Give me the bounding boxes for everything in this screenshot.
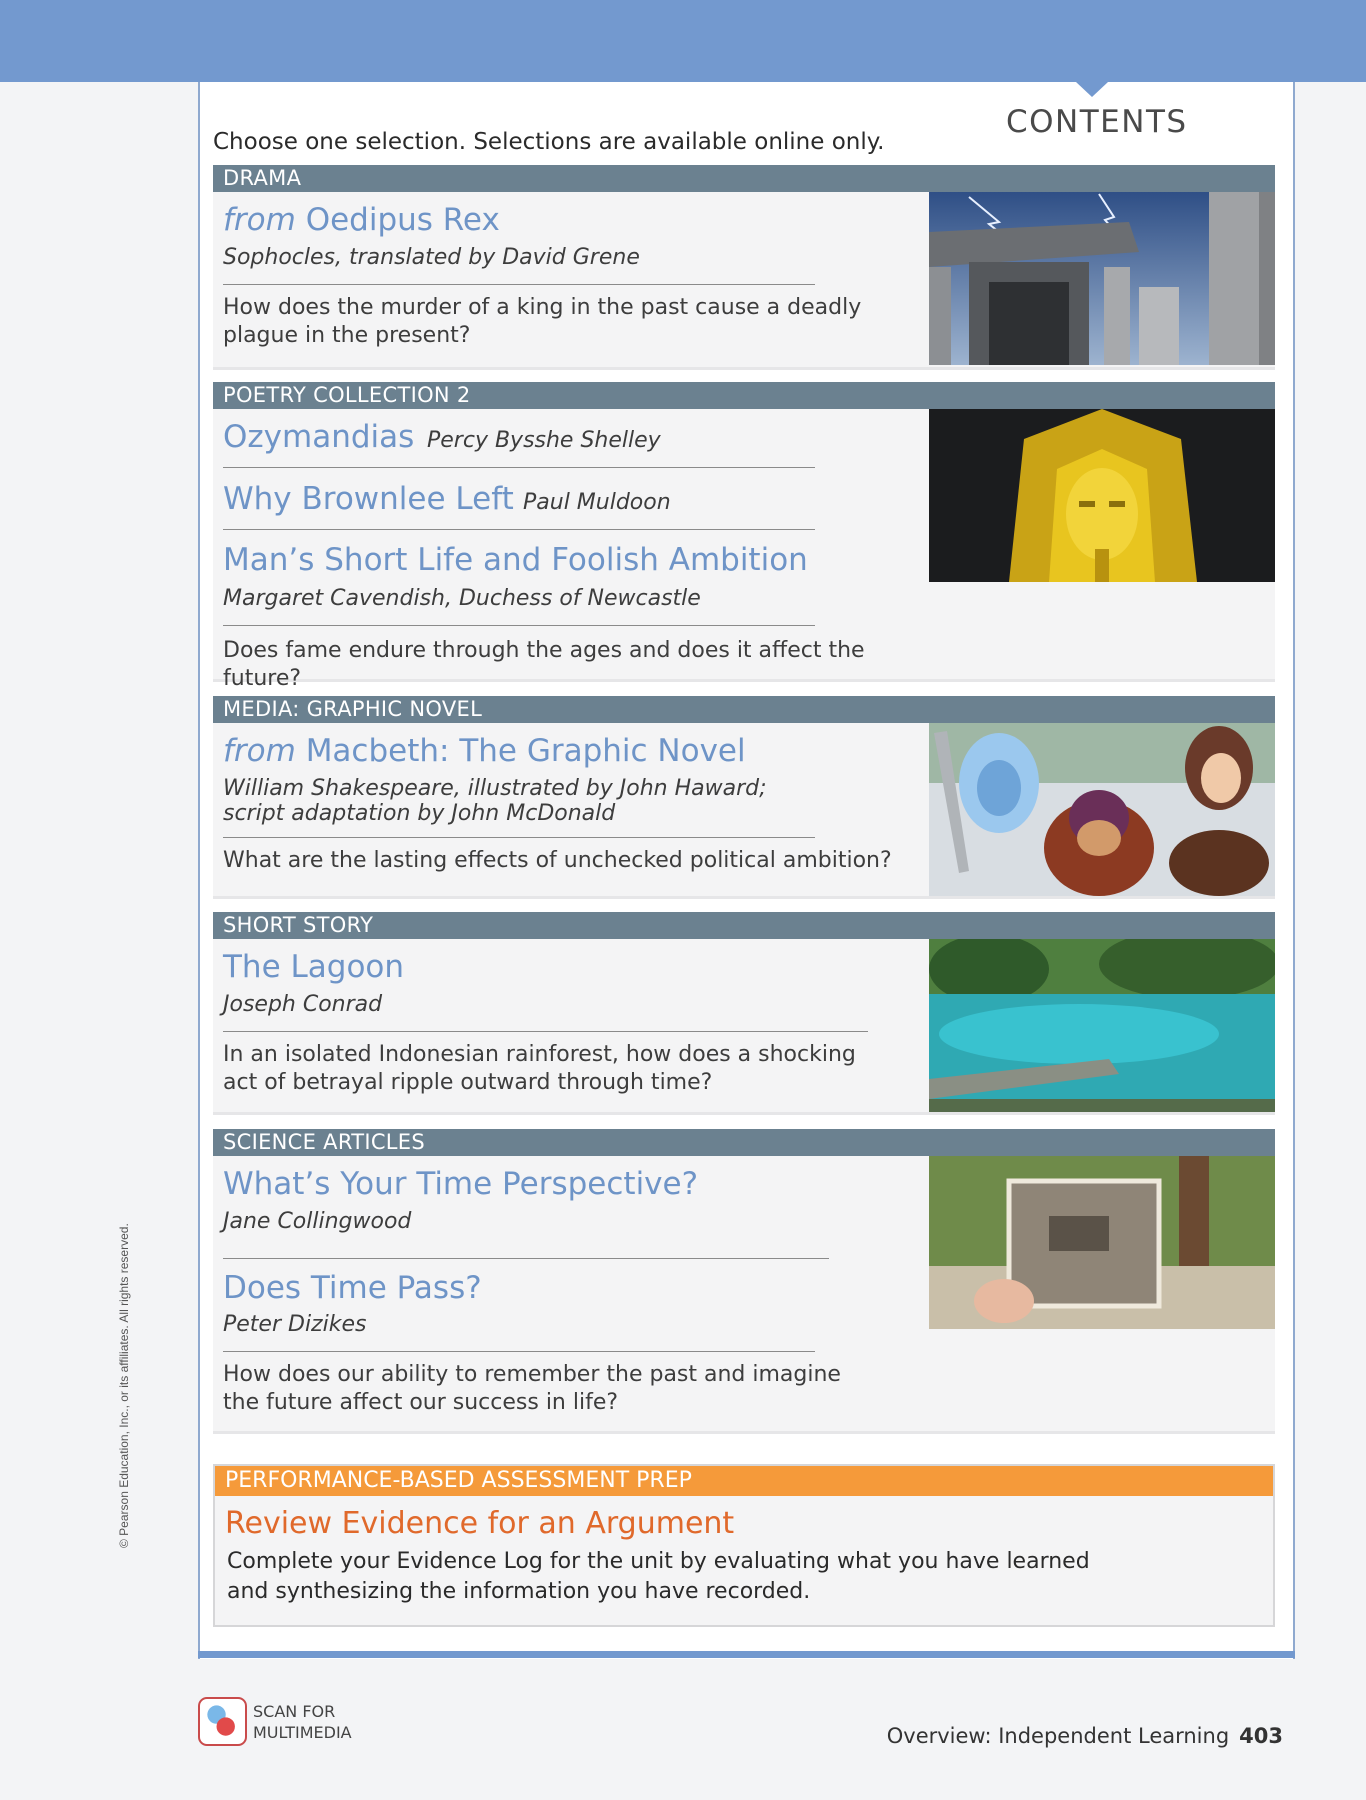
selection-author-line-2: script adaptation by John McDonald	[223, 801, 616, 826]
essential-question: Does fame endure through the ages and does it affect the future?	[223, 638, 865, 691]
section-label: SHORT STORY	[213, 912, 1275, 939]
essential-question: How does the murder of a king in the past cause a deadly plague in the present?	[223, 295, 862, 348]
from-prefix: from	[223, 202, 296, 238]
scan-line-1: SCAN FOR	[253, 1702, 336, 1721]
ruins-lightning-image	[929, 192, 1275, 365]
lagoon-rainforest-image	[929, 939, 1275, 1112]
selection-title-oedipus-rex[interactable]	[223, 202, 500, 238]
page-footer	[887, 1724, 1283, 1748]
selection-author-line-1: William Shakespeare, illustrated by John Haward;	[223, 776, 767, 801]
scan-line-2: MULTIMEDIA	[253, 1723, 352, 1742]
scan-for-multimedia-label	[253, 1701, 352, 1743]
selection-author: Percy Bysshe Shelley	[427, 428, 661, 453]
divider	[223, 837, 815, 838]
divider	[223, 1031, 868, 1032]
section-graphic-novel	[213, 696, 1275, 899]
scan-logo-glyph	[200, 1699, 245, 1744]
divider	[223, 625, 815, 626]
selection-title-time-perspective[interactable]: What’s Your Time Perspective?	[223, 1166, 699, 1202]
selection-title-does-time-pass[interactable]: Does Time Pass?	[223, 1270, 482, 1306]
panel-bottom-rule	[198, 1651, 1295, 1658]
divider	[223, 529, 815, 530]
divider	[223, 1258, 829, 1259]
title-text: Oedipus Rex	[305, 202, 500, 238]
essential-question: What are the lasting effects of unchecked political ambition?	[223, 848, 892, 873]
assessment-title[interactable]: Review Evidence for an Argument	[225, 1506, 735, 1541]
section-science-articles	[213, 1129, 1275, 1434]
selection-author: Paul Muldoon	[523, 490, 671, 515]
old-photo-in-hand-image	[929, 1156, 1275, 1329]
contents-notch-marker	[1076, 82, 1108, 97]
section-label: MEDIA: GRAPHIC NOVEL	[213, 696, 1275, 723]
selection-title-why-brownlee-left[interactable]: Why Brownlee Left	[223, 481, 514, 517]
section-label: DRAMA	[213, 165, 1275, 192]
performance-assessment-box	[213, 1464, 1275, 1627]
divider	[223, 284, 815, 285]
copyright-notice: © Pearson Education, Inc., or its affiliates. All rights reserved.	[117, 1223, 131, 1548]
top-banner	[0, 0, 1366, 82]
scan-multimedia-icon[interactable]	[198, 1697, 247, 1746]
pharaoh-statue-image	[929, 409, 1275, 582]
page-number: 403	[1239, 1724, 1283, 1748]
section-short-story	[213, 912, 1275, 1115]
title-text: Macbeth: The Graphic Novel	[305, 733, 746, 769]
selection-title-the-lagoon[interactable]: The Lagoon	[223, 949, 405, 985]
selection-author: Peter Dizikes	[223, 1312, 367, 1337]
from-prefix: from	[223, 733, 296, 769]
section-label: SCIENCE ARTICLES	[213, 1129, 1275, 1156]
section-poetry-collection	[213, 382, 1275, 691]
essential-question: How does our ability to remember the past and imagine the future affect our success in life?	[223, 1362, 841, 1415]
instructions-text: Choose one selection. Selections are available online only.	[213, 129, 885, 155]
contents-title: CONTENTS	[1006, 104, 1188, 140]
selection-author: Jane Collingwood	[223, 1209, 412, 1234]
macbeth-comic-illustration	[929, 723, 1275, 896]
essential-question: In an isolated Indonesian rainforest, how does a shocking act of betrayal ripple outward through time?	[223, 1042, 856, 1095]
divider	[223, 1351, 815, 1352]
selection-author: Margaret Cavendish, Duchess of Newcastle	[223, 586, 701, 611]
assessment-description: Complete your Evidence Log for the unit by evaluating what you have learned and synthesizing the information you have recorded.	[227, 1549, 1090, 1604]
divider	[223, 467, 815, 468]
selection-author: Joseph Conrad	[223, 992, 383, 1017]
assessment-label: PERFORMANCE-BASED ASSESSMENT PREP	[215, 1466, 1273, 1496]
section-drama	[213, 165, 1275, 370]
selection-title-mans-short-life[interactable]: Man’s Short Life and Foolish Ambition	[223, 542, 808, 578]
selection-title-ozymandias[interactable]: Ozymandias	[223, 419, 415, 455]
selection-title-macbeth[interactable]	[223, 733, 746, 769]
footer-page-label: Overview: Independent Learning	[886, 1724, 1230, 1748]
section-label: POETRY COLLECTION 2	[213, 382, 1275, 409]
selection-author: Sophocles, translated by David Grene	[223, 245, 640, 270]
